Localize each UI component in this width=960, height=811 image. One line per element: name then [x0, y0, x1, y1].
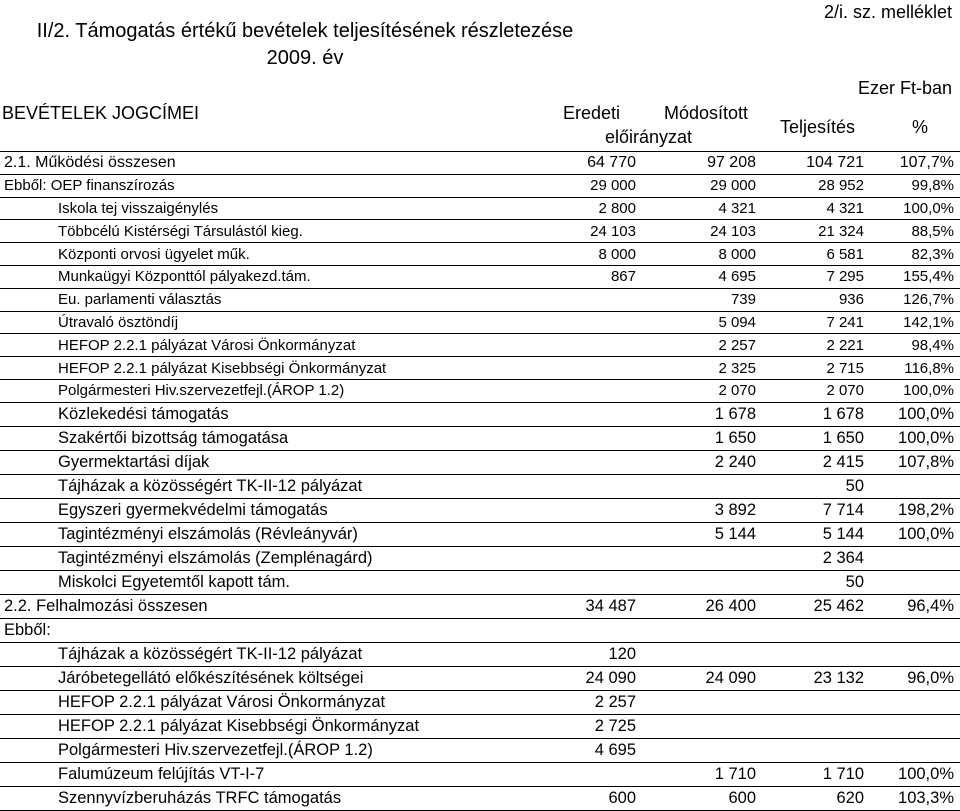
row-actual: 2 715 [762, 357, 870, 380]
row-modified: 4 321 [642, 197, 762, 220]
row-actual: 2 070 [762, 379, 870, 402]
row-modified: 29 000 [642, 174, 762, 197]
row-modified: 5 144 [642, 522, 762, 546]
row-percent: 126,7% [870, 288, 960, 311]
row-original: 34 487 [548, 594, 642, 618]
column-header-original: Eredeti [563, 103, 621, 123]
row-percent: 107,7% [870, 152, 960, 174]
row-actual: 7 295 [762, 265, 870, 288]
row-percent [870, 738, 960, 762]
row-original [548, 288, 642, 311]
row-percent [870, 642, 960, 666]
row-label: 2.2. Felhalmozási összesen [0, 594, 548, 618]
row-original [548, 334, 642, 357]
column-header-percent: % [912, 117, 929, 137]
table-row [0, 311, 960, 334]
row-actual: 50 [762, 570, 870, 594]
row-percent: 107,8% [870, 450, 960, 474]
row-percent [870, 690, 960, 714]
row-percent: 99,8% [870, 174, 960, 197]
row-actual: 1 678 [762, 402, 870, 426]
row-label: Miskolci Egyetemtől kapott tám. [0, 570, 548, 594]
row-actual: 2 415 [762, 450, 870, 474]
row-label: Járóbetegellátó előkészítésének költségei [0, 666, 548, 690]
row-label: Tagintézményi elszámolás (Révleányvár) [0, 522, 548, 546]
row-actual: 28 952 [762, 174, 870, 197]
table-row [0, 243, 960, 266]
row-percent: 155,4% [870, 265, 960, 288]
column-header-budget: előirányzat [605, 127, 693, 147]
row-original [548, 450, 642, 474]
row-actual: 1 710 [762, 762, 870, 786]
table-row [0, 174, 960, 197]
row-modified [642, 642, 762, 666]
table-row [0, 288, 960, 311]
row-modified: 1 710 [642, 762, 762, 786]
row-original: 2 257 [548, 690, 642, 714]
table-row [0, 426, 960, 450]
row-original [548, 762, 642, 786]
unit-label: Ezer Ft-ban [857, 78, 952, 98]
table-row [0, 265, 960, 288]
row-original [548, 357, 642, 380]
table-row [0, 379, 960, 402]
row-original [548, 522, 642, 546]
row-percent: 198,2% [870, 498, 960, 522]
row-modified: 24 103 [642, 220, 762, 243]
table-row [0, 714, 960, 738]
row-modified [642, 690, 762, 714]
row-label: Ebből: OEP finanszírozás [0, 174, 548, 197]
table-body [0, 152, 960, 810]
row-original: 8 000 [548, 243, 642, 266]
row-label: Szakértői bizottság támogatása [0, 426, 548, 450]
row-actual: 5 144 [762, 522, 870, 546]
table-row [0, 570, 960, 594]
row-modified: 24 090 [642, 666, 762, 690]
column-header-label: BEVÉTELEK JOGCÍMEI [2, 103, 200, 123]
row-percent: 116,8% [870, 357, 960, 380]
table-row [0, 546, 960, 570]
row-label: Ebből: [0, 618, 548, 642]
row-percent: 96,4% [870, 594, 960, 618]
row-actual: 50 [762, 474, 870, 498]
column-header-actual: Teljesítés [780, 117, 856, 137]
row-label: HEFOP 2.2.1 pályázat Kisebbségi Önkormányzat [0, 357, 548, 380]
row-percent: 82,3% [870, 243, 960, 266]
row-label: Egyszeri gyermekvédelmi támogatás [0, 498, 548, 522]
table-row [0, 522, 960, 546]
row-actual: 2 221 [762, 334, 870, 357]
table-row [0, 618, 960, 642]
row-modified [642, 618, 762, 642]
row-percent: 100,0% [870, 402, 960, 426]
row-modified: 3 892 [642, 498, 762, 522]
row-label: Tagintézményi elszámolás (Zemplénagárd) [0, 546, 548, 570]
row-percent: 88,5% [870, 220, 960, 243]
row-percent: 100,0% [870, 426, 960, 450]
row-modified [642, 570, 762, 594]
row-label: Tájházak a közösségért TK-II-12 pályázat [0, 474, 548, 498]
table-row [0, 642, 960, 666]
row-percent [870, 474, 960, 498]
column-header-modified: Módosított [664, 103, 749, 123]
row-modified: 97 208 [642, 152, 762, 174]
row-actual: 7 714 [762, 498, 870, 522]
table-row [0, 152, 960, 174]
row-modified: 5 094 [642, 311, 762, 334]
row-percent: 100,0% [870, 522, 960, 546]
row-original: 64 770 [548, 152, 642, 174]
row-actual: 6 581 [762, 243, 870, 266]
row-label: HEFOP 2.2.1 pályázat Kisebbségi Önkormányzat [0, 714, 548, 738]
row-percent [870, 546, 960, 570]
table-row [0, 334, 960, 357]
row-label: Munkaügyi Központtól pályakezd.tám. [0, 265, 548, 288]
row-percent [870, 618, 960, 642]
table-row [0, 450, 960, 474]
row-original: 120 [548, 642, 642, 666]
row-original [548, 426, 642, 450]
row-modified: 1 678 [642, 402, 762, 426]
row-actual [762, 738, 870, 762]
row-actual: 23 132 [762, 666, 870, 690]
row-label: Közlekedési támogatás [0, 402, 548, 426]
row-original [548, 570, 642, 594]
row-actual: 104 721 [762, 152, 870, 174]
row-actual: 620 [762, 786, 870, 810]
row-modified: 2 240 [642, 450, 762, 474]
row-modified: 600 [642, 786, 762, 810]
table-row [0, 762, 960, 786]
annex-label: 2/i. sz. melléklet [823, 2, 952, 22]
row-original: 2 725 [548, 714, 642, 738]
row-percent: 96,0% [870, 666, 960, 690]
row-percent: 100,0% [870, 762, 960, 786]
row-modified [642, 738, 762, 762]
row-original: 4 695 [548, 738, 642, 762]
table-row [0, 402, 960, 426]
row-original [548, 379, 642, 402]
row-original: 2 800 [548, 197, 642, 220]
row-original: 29 000 [548, 174, 642, 197]
row-actual: 2 364 [762, 546, 870, 570]
row-original: 24 103 [548, 220, 642, 243]
row-percent: 142,1% [870, 311, 960, 334]
page-title: II/2. Támogatás értékű bevételek teljesítésének részletezése [36, 20, 574, 42]
row-modified: 1 650 [642, 426, 762, 450]
row-original [548, 618, 642, 642]
row-label: Gyermektartási díjak [0, 450, 548, 474]
row-actual: 7 241 [762, 311, 870, 334]
page-subtitle-year: 2009. év [266, 47, 344, 69]
table-row [0, 498, 960, 522]
row-original [548, 311, 642, 334]
row-modified: 2 325 [642, 357, 762, 380]
row-original [548, 546, 642, 570]
table-row [0, 220, 960, 243]
table-row [0, 197, 960, 220]
table-row [0, 690, 960, 714]
row-original: 600 [548, 786, 642, 810]
row-original [548, 402, 642, 426]
table-row [0, 738, 960, 762]
row-percent: 98,4% [870, 334, 960, 357]
row-percent [870, 570, 960, 594]
row-label: Szennyvízberuházás TRFC támogatás [0, 786, 548, 810]
table-row [0, 666, 960, 690]
row-label: Iskola tej visszaigénylés [0, 197, 548, 220]
row-actual [762, 690, 870, 714]
table-row [0, 594, 960, 618]
table-row [0, 786, 960, 810]
row-original [548, 474, 642, 498]
row-actual: 4 321 [762, 197, 870, 220]
row-label: 2.1. Működési összesen [0, 152, 548, 174]
row-original: 24 090 [548, 666, 642, 690]
row-actual [762, 618, 870, 642]
row-label: Többcélú Kistérségi Társulástól kieg. [0, 220, 548, 243]
row-label: Tájházak a közösségért TK-II-12 pályázat [0, 642, 548, 666]
row-modified: 8 000 [642, 243, 762, 266]
row-actual: 21 324 [762, 220, 870, 243]
row-actual [762, 642, 870, 666]
table-row [0, 357, 960, 380]
row-actual [762, 714, 870, 738]
row-modified: 739 [642, 288, 762, 311]
row-modified: 2 257 [642, 334, 762, 357]
row-label: Eu. parlamenti választás [0, 288, 548, 311]
row-percent [870, 714, 960, 738]
row-label: Falumúzeum felújítás VT-I-7 [0, 762, 548, 786]
table-row [0, 474, 960, 498]
row-label: Polgármesteri Hiv.szervezetfejl.(ÁROP 1.2) [0, 738, 548, 762]
row-label: Polgármesteri Hiv.szervezetfejl.(ÁROP 1.2) [0, 379, 548, 402]
row-modified [642, 546, 762, 570]
row-modified [642, 714, 762, 738]
row-percent: 100,0% [870, 379, 960, 402]
row-percent: 100,0% [870, 197, 960, 220]
row-label: Útravaló ösztöndíj [0, 311, 548, 334]
row-modified: 2 070 [642, 379, 762, 402]
row-original [548, 498, 642, 522]
row-original: 867 [548, 265, 642, 288]
revenue-table [0, 152, 960, 811]
row-modified: 26 400 [642, 594, 762, 618]
row-actual: 936 [762, 288, 870, 311]
row-modified: 4 695 [642, 265, 762, 288]
row-modified [642, 474, 762, 498]
row-label: HEFOP 2.2.1 pályázat Városi Önkormányzat [0, 334, 548, 357]
row-label: HEFOP 2.2.1 pályázat Városi Önkormányzat [0, 690, 548, 714]
row-percent: 103,3% [870, 786, 960, 810]
row-actual: 1 650 [762, 426, 870, 450]
row-actual: 25 462 [762, 594, 870, 618]
row-label: Központi orvosi ügyelet műk. [0, 243, 548, 266]
